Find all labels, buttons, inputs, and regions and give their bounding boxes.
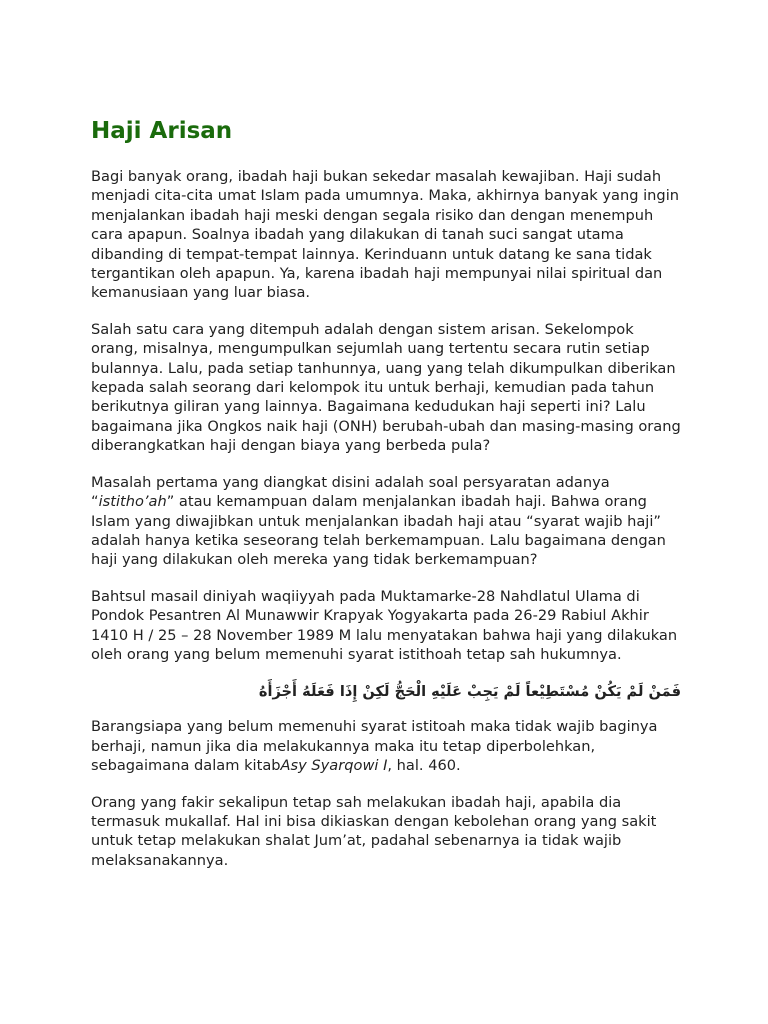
paragraph-3-italic-term: istitho’ah	[98, 493, 167, 511]
paragraph-3-text-start: Masalah pertama yang diangkat disini adalah soal persyaratan adanya “	[91, 473, 610, 511]
paragraph-3	[91, 473, 681, 570]
paragraph-5-text-start: Barangsiapa yang belum memenuhi syarat istitoah maka tidak wajib baginya berhaji, namun jika dia melakukannya maka itu tetap diperbolehkan, sebagaimana dalam kitab	[91, 718, 658, 775]
paragraph-6: Orang yang fakir sekalipun tetap sah melakukan ibadah haji, apabila dia termasuk mukallaf. Hal ini bisa dikiaskan dengan kebolehan orang yang sakit untuk tetap melakukan shalat Jum’at, padahal sebenarnya ia tidak wajib melaksanakannya.	[91, 793, 657, 869]
paragraph-5-text-end: , hal. 460.	[387, 757, 461, 775]
arabic-quote: فَمَنْ لَمْ يَكُنْ مُسْتَطِيْعاً لَمْ يَجِبْ عَلَيْهِ الْحَجُّ لَكِنْ إِذَا فَعَلَهُ أَجْزَأَهُ	[258, 683, 681, 701]
page-title: Haji Arisan	[91, 118, 233, 144]
document-page	[91, 113, 681, 887]
paragraph-2: Salah satu cara yang ditempuh adalah dengan sistem arisan. Sekelompok orang, misalnya, mengumpulkan sejumlah uang tertentu secara rutin setiap bulannya. Lalu, pada setiap tanhunnya, uang yang telah dikumpulkan diberikan kepada salah seorang dari kelompok itu untuk berhaji, kemudian pada tahun berikutnya giliran yang lainnya. Bagaimana kedudukan haji seperti ini? Lalu bagaimana jika Ongkos naik haji (ONH) berubah-ubah dan masing-masing orang diberangkatkan haji dengan biaya yang berbeda pula?	[91, 320, 681, 455]
paragraph-1: Bagi banyak orang, ibadah haji bukan sekedar masalah kewajiban. Haji sudah menjadi cita-cita umat Islam pada umumnya. Maka, akhirnya banyak yang ingin menjalankan ibadah haji meski dengan segala risiko dan dengan menempuh cara apapun. Soalnya ibadah yang dilakukan di tanah suci sangat utama dibanding di tempat-tempat lainnya. Kerinduann untuk datang ke sana tidak tergantikan oleh apapun. Ya, karena ibadah haji mempunyai nilai spiritual dan kemanusiaan yang luar biasa.	[91, 168, 679, 302]
paragraph-3-text-end: ” atau kemampuan dalam menjalankan ibadah haji. Bahwa orang Islam yang diwajibkan untuk menjalankan ibadah haji atau “syarat wajib haji” adalah hanya ketika seseorang telah berkemampuan. Lalu bagaimana dengan haji yang dilakukan oleh mereka yang tidak berkemampuan?	[91, 493, 666, 569]
paragraph-4: Bahtsul masail diniyah waqiiyyah pada Muktamarke-28 Nahdlatul Ulama di Pondok Pesantren Al Munawwir Krapyak Yogyakarta pada 26-29 Rabiul Akhir 1410 H / 25 – 28 November 1989 M lalu menyatakan bahwa haji yang dilakukan oleh orang yang belum memenuhi syarat istithoah tetap sah hukumnya.	[91, 587, 678, 663]
paragraph-5	[91, 717, 681, 775]
paragraph-5-book-title: Asy Syarqowi I	[280, 757, 388, 775]
